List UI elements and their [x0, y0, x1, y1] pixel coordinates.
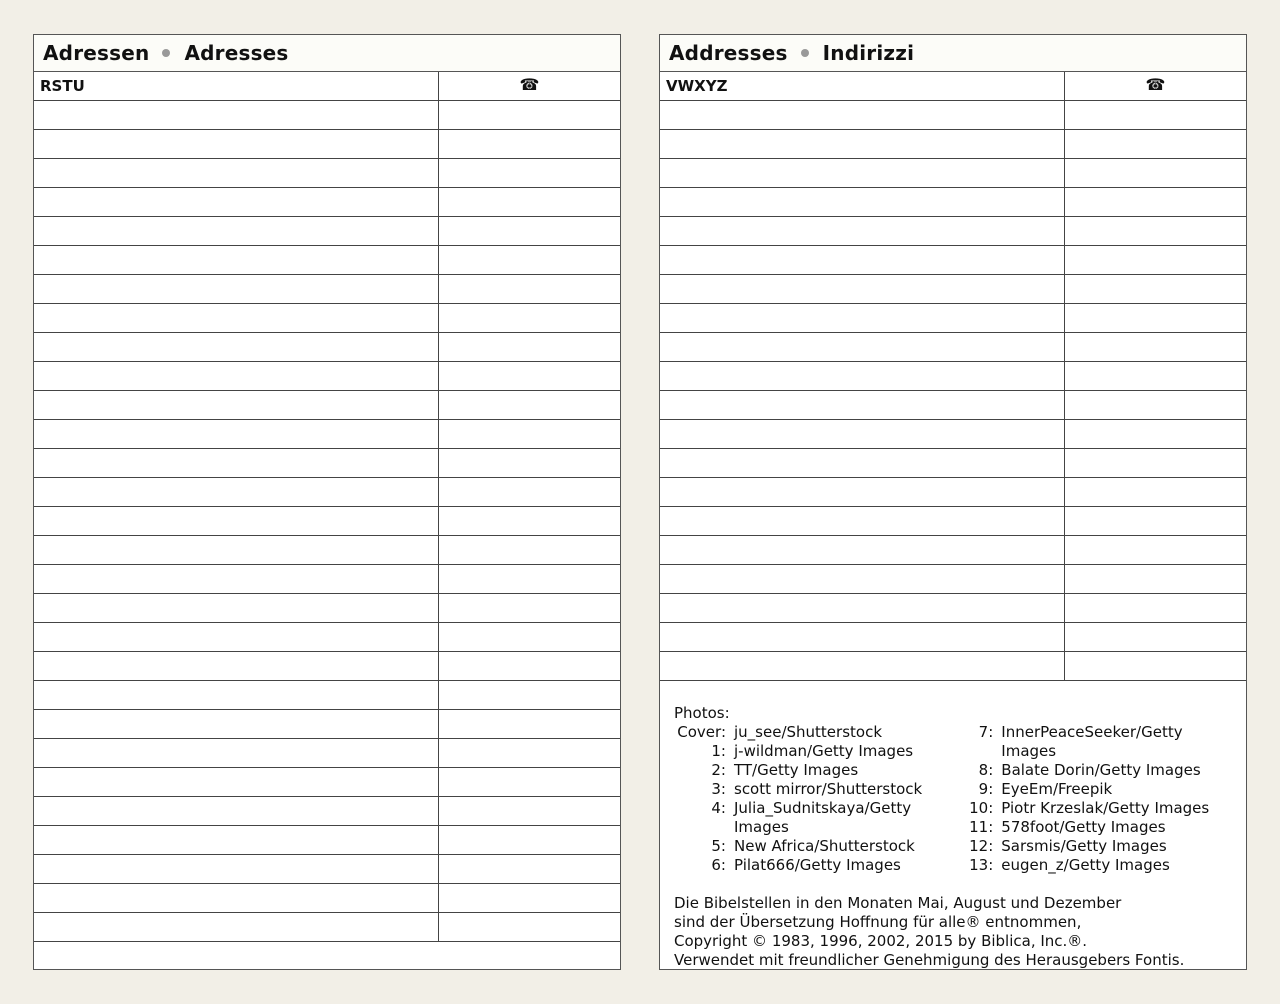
table-row [660, 101, 1246, 130]
name-cell [34, 275, 439, 303]
table-row [660, 275, 1246, 304]
right-address-page [659, 34, 1247, 970]
name-cell [34, 449, 439, 477]
table-row [34, 304, 620, 333]
credit-number: 3: [711, 780, 726, 798]
name-cell [34, 855, 439, 883]
page-header [34, 35, 620, 72]
table-row [34, 623, 620, 652]
table-row [660, 652, 1246, 681]
table-row [34, 594, 620, 623]
name-cell [660, 565, 1065, 593]
phone-cell [1065, 362, 1246, 390]
left-address-page [33, 34, 621, 970]
name-cell [660, 536, 1065, 564]
name-cell [660, 333, 1065, 361]
phone-cell [1065, 217, 1246, 245]
name-cell [34, 913, 439, 941]
name-cell [660, 478, 1065, 506]
phone-cell [1065, 304, 1246, 332]
name-cell [660, 130, 1065, 158]
credit-text: ju_see/Shutterstock [734, 723, 883, 741]
phone-cell [1065, 333, 1246, 361]
page-header [660, 35, 1246, 72]
phone-cell [1065, 130, 1246, 158]
name-cell [34, 304, 439, 332]
phone-cell [439, 739, 620, 767]
name-cell [34, 565, 439, 593]
table-row [34, 362, 620, 391]
phone-cell [1065, 565, 1246, 593]
credit-text: EyeEm/Freepik [1001, 780, 1113, 798]
table-row [34, 246, 620, 275]
table-row [34, 478, 620, 507]
table-row [660, 623, 1246, 652]
credit-number: 4: [711, 799, 726, 817]
phone-cell [439, 478, 620, 506]
telephone-icon: ☎ [1145, 75, 1166, 94]
phone-cell [439, 159, 620, 187]
name-cell [660, 652, 1065, 680]
table-row [660, 217, 1246, 246]
name-cell [660, 507, 1065, 535]
phone-cell [439, 130, 620, 158]
table-row [34, 739, 620, 768]
phone-cell [439, 565, 620, 593]
table-row [34, 217, 620, 246]
phone-cell [439, 710, 620, 738]
phone-cell [439, 275, 620, 303]
table-row [34, 768, 620, 797]
credit-number: 9: [978, 780, 994, 798]
table-row [660, 449, 1246, 478]
name-cell [660, 449, 1065, 477]
note-line: Copyright © 1983, 1996, 2002, 2015 by Biblica, Inc.®. [674, 932, 1088, 950]
table-row [34, 275, 620, 304]
name-cell [34, 362, 439, 390]
table-row [34, 449, 620, 478]
table-row [34, 681, 620, 710]
telephone-icon: ☎ [519, 75, 540, 94]
phone-cell [439, 333, 620, 361]
credit-number: 6: [711, 856, 726, 874]
table-row [660, 565, 1246, 594]
table-row [34, 913, 620, 942]
phone-cell [1065, 246, 1246, 274]
credit-text: Sarsmis/Getty Images [1001, 837, 1167, 855]
credits-title: Photos: [674, 704, 730, 722]
name-cell [34, 768, 439, 796]
note-line: Verwendet mit freundlicher Genehmigung des Herausgebers Fontis. [674, 951, 1185, 969]
table-row [34, 391, 620, 420]
table-row [34, 710, 620, 739]
table-row [660, 478, 1246, 507]
credit-text: j-wildman/Getty Images [734, 742, 914, 760]
name-cell [660, 246, 1065, 274]
credit-number: 13: [969, 856, 994, 874]
separator-dot [162, 49, 170, 57]
separator-dot [801, 49, 809, 57]
name-cell [34, 246, 439, 274]
table-row [660, 536, 1246, 565]
table-row [34, 101, 620, 130]
page-title-italian: Indirizzi [822, 41, 915, 65]
phone-cell [1065, 594, 1246, 622]
phone-cell [439, 884, 620, 912]
table-row [660, 391, 1246, 420]
name-cell [660, 304, 1065, 332]
credit-text: Pilat666/Getty Images [734, 856, 901, 874]
credit-text: scott mirror/Shutterstock [734, 780, 923, 798]
phone-cell [1065, 507, 1246, 535]
table-row [34, 855, 620, 884]
phone-cell [439, 594, 620, 622]
name-cell [660, 391, 1065, 419]
table-row [34, 188, 620, 217]
name-cell [34, 797, 439, 825]
credit-number: Cover: [677, 723, 726, 741]
table-header-row [34, 72, 620, 101]
name-cell [34, 333, 439, 361]
name-cell [34, 478, 439, 506]
name-cell [660, 594, 1065, 622]
phone-cell [439, 826, 620, 854]
name-cell [660, 188, 1065, 216]
table-row [34, 130, 620, 159]
note-line: sind der Übersetzung Hoffnung für alle® entnommen, [674, 913, 1082, 931]
phone-cell [1065, 652, 1246, 680]
phone-cell [1065, 101, 1246, 129]
name-cell [34, 884, 439, 912]
credit-text: 578foot/Getty Images [1001, 818, 1166, 836]
phone-cell [439, 913, 620, 941]
phone-cell [439, 449, 620, 477]
name-cell [34, 536, 439, 564]
table-row [34, 826, 620, 855]
table-row [660, 362, 1246, 391]
phone-cell [439, 362, 620, 390]
phone-cell [1065, 159, 1246, 187]
phone-cell [439, 681, 620, 709]
credit-text: Balate Dorin/Getty Images [1001, 761, 1201, 779]
phone-cell [1065, 536, 1246, 564]
name-cell [34, 391, 439, 419]
photo-credits [674, 704, 1236, 970]
table-row [34, 333, 620, 362]
phone-cell [1065, 188, 1246, 216]
section-letters: VWXYZ [660, 72, 1065, 100]
page-title-english: Addresses [669, 41, 788, 65]
phone-cell [439, 855, 620, 883]
page-title-german: Adressen [43, 41, 150, 65]
credit-number: 1: [711, 742, 726, 760]
name-cell [34, 217, 439, 245]
table-header-row [660, 72, 1246, 101]
table-row [660, 594, 1246, 623]
name-cell [34, 420, 439, 448]
name-cell [34, 739, 439, 767]
table-row [34, 565, 620, 594]
credit-text: New Africa/Shutterstock [734, 837, 915, 855]
address-table [34, 72, 620, 942]
name-cell [660, 101, 1065, 129]
phone-cell [439, 623, 620, 651]
table-row [34, 652, 620, 681]
credit-text: InnerPeaceSeeker/Getty Images [1001, 723, 1183, 760]
phone-cell [439, 536, 620, 564]
note-line: Die Bibelstellen in den Monaten Mai, August und Dezember [674, 894, 1122, 912]
phone-cell [439, 797, 620, 825]
name-cell [34, 130, 439, 158]
credit-number: 12: [969, 837, 994, 855]
name-cell [34, 710, 439, 738]
phone-cell [1065, 420, 1246, 448]
table-row [660, 130, 1246, 159]
table-row [34, 159, 620, 188]
name-cell [34, 159, 439, 187]
table-row [34, 797, 620, 826]
credit-text: Piotr Krzeslak/Getty Images [1001, 799, 1210, 817]
name-cell [34, 188, 439, 216]
credit-text: Julia_Sudnitskaya/Getty Images [734, 799, 912, 836]
address-table [660, 72, 1246, 681]
credit-text: eugen_z/Getty Images [1001, 856, 1170, 874]
name-cell [660, 275, 1065, 303]
table-row [34, 884, 620, 913]
table-row [660, 246, 1246, 275]
name-cell [660, 362, 1065, 390]
credits-column-right [967, 723, 1236, 875]
section-letters: RSTU [34, 72, 439, 100]
table-row [660, 159, 1246, 188]
phone-cell [439, 246, 620, 274]
credit-number: 11: [969, 818, 994, 836]
name-cell [34, 681, 439, 709]
phone-cell [439, 188, 620, 216]
phone-cell [439, 217, 620, 245]
table-row [660, 333, 1246, 362]
phone-cell [439, 652, 620, 680]
credit-number: 7: [978, 723, 994, 741]
phone-cell [1065, 478, 1246, 506]
name-cell [34, 623, 439, 651]
phone-cell [1065, 275, 1246, 303]
phone-cell [439, 304, 620, 332]
name-cell [34, 594, 439, 622]
table-row [34, 420, 620, 449]
phone-cell [439, 420, 620, 448]
table-row [34, 536, 620, 565]
table-row [34, 507, 620, 536]
phone-cell [439, 391, 620, 419]
name-cell [660, 420, 1065, 448]
name-cell [34, 652, 439, 680]
phone-cell [1065, 391, 1246, 419]
phone-cell [1065, 449, 1246, 477]
table-row [660, 304, 1246, 333]
phone-cell [1065, 623, 1246, 651]
name-cell [34, 507, 439, 535]
credit-number: 8: [978, 761, 994, 779]
table-row [660, 188, 1246, 217]
phone-cell [439, 101, 620, 129]
credit-number: 5: [711, 837, 726, 855]
credit-number: 10: [969, 799, 994, 817]
name-cell [34, 826, 439, 854]
name-cell [34, 101, 439, 129]
credit-text: TT/Getty Images [734, 761, 859, 779]
credits-column-left [674, 723, 967, 875]
table-row [660, 420, 1246, 449]
phone-cell [439, 507, 620, 535]
name-cell [660, 623, 1065, 651]
name-cell [660, 159, 1065, 187]
page-title-french: Adresses [184, 41, 289, 65]
name-cell [660, 217, 1065, 245]
copyright-note [674, 894, 1236, 970]
credit-number: 2: [711, 761, 726, 779]
phone-cell [439, 768, 620, 796]
table-row [660, 507, 1246, 536]
